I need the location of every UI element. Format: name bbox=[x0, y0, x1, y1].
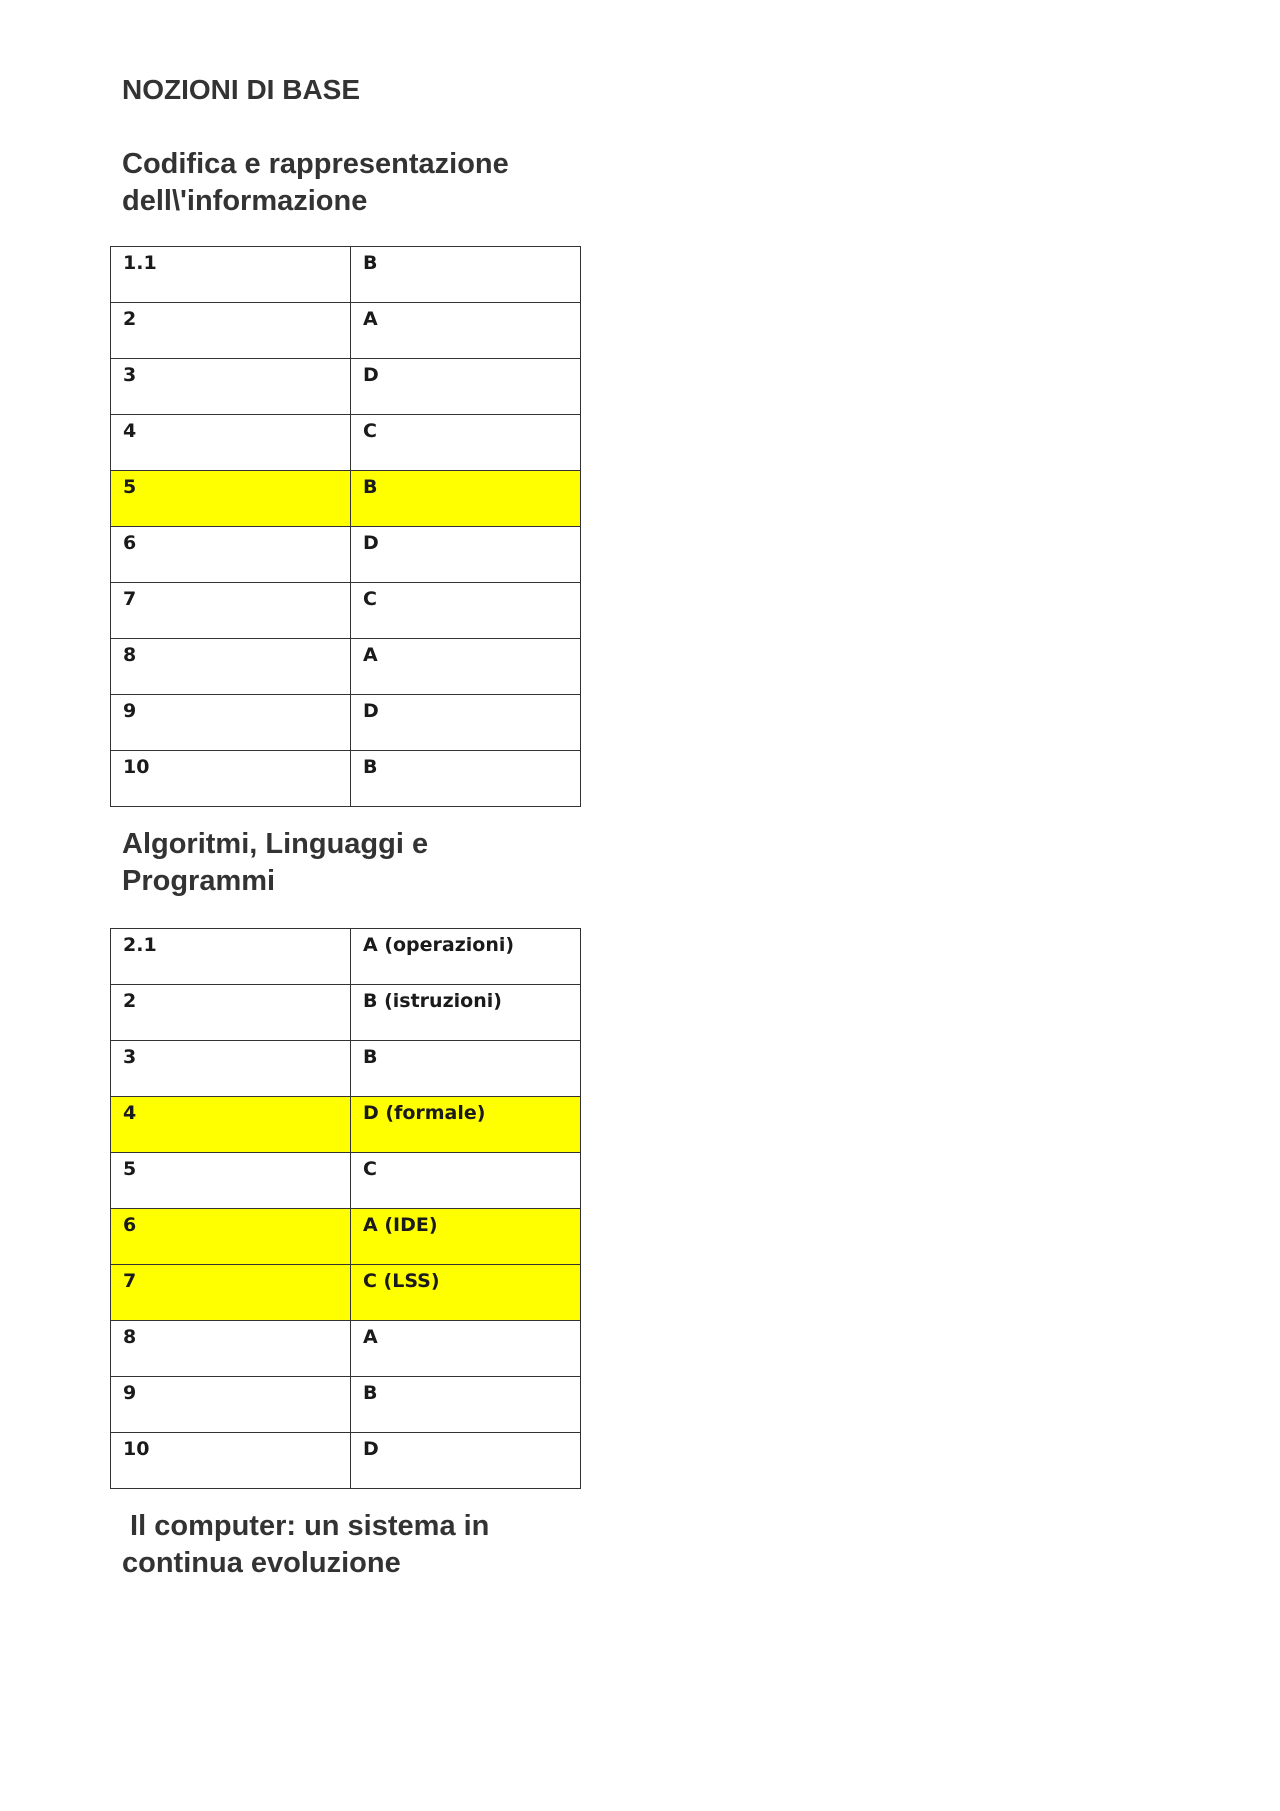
question-number: 3 bbox=[123, 1046, 137, 1068]
table-body bbox=[111, 929, 581, 1489]
question-number-cell bbox=[111, 527, 351, 583]
heading-line: dell\'informazione bbox=[122, 185, 368, 217]
question-number: 7 bbox=[123, 1270, 137, 1292]
answer-cell bbox=[351, 695, 581, 751]
answer-value: A (IDE) bbox=[363, 1214, 438, 1236]
answer-cell bbox=[351, 359, 581, 415]
answer-value: B (istruzioni) bbox=[363, 990, 502, 1012]
table-row bbox=[111, 1097, 581, 1153]
heading-line: continua evoluzione bbox=[122, 1547, 401, 1579]
question-number-cell bbox=[111, 985, 351, 1041]
table-row bbox=[111, 929, 581, 985]
answer-cell bbox=[351, 751, 581, 807]
table-row bbox=[111, 247, 581, 303]
table-row bbox=[111, 471, 581, 527]
question-number-cell bbox=[111, 639, 351, 695]
answer-value: D bbox=[363, 364, 379, 386]
question-number: 2 bbox=[123, 990, 137, 1012]
answer-value: A (operazioni) bbox=[363, 934, 515, 956]
table-row bbox=[111, 415, 581, 471]
question-number-cell bbox=[111, 1321, 351, 1377]
section-heading-algoritmi bbox=[122, 826, 622, 900]
answer-value: A bbox=[363, 308, 378, 330]
question-number: 2 bbox=[123, 308, 137, 330]
answer-value: A bbox=[363, 1326, 378, 1348]
question-number: 4 bbox=[123, 420, 137, 442]
answer-cell bbox=[351, 639, 581, 695]
question-number-cell bbox=[111, 929, 351, 985]
table-row bbox=[111, 1321, 581, 1377]
answer-value: C bbox=[363, 420, 377, 442]
answer-cell bbox=[351, 1433, 581, 1489]
table-row bbox=[111, 1377, 581, 1433]
answers-table-algoritmi bbox=[110, 928, 581, 1489]
answer-cell bbox=[351, 583, 581, 639]
question-number: 1.1 bbox=[123, 252, 157, 274]
table-row bbox=[111, 303, 581, 359]
answer-value: C bbox=[363, 588, 377, 610]
table-row bbox=[111, 1265, 581, 1321]
answer-value: B bbox=[363, 476, 378, 498]
heading-line: Il computer: un sistema in bbox=[122, 1510, 490, 1542]
answer-value: B bbox=[363, 1046, 378, 1068]
answer-value: B bbox=[363, 1382, 378, 1404]
table-row bbox=[111, 583, 581, 639]
answer-cell bbox=[351, 471, 581, 527]
table-row bbox=[111, 1153, 581, 1209]
answer-cell bbox=[351, 1041, 581, 1097]
question-number: 5 bbox=[123, 476, 137, 498]
question-number-cell bbox=[111, 303, 351, 359]
question-number: 6 bbox=[123, 532, 137, 554]
section-heading-codifica bbox=[122, 146, 622, 220]
answer-cell bbox=[351, 1153, 581, 1209]
question-number-cell bbox=[111, 695, 351, 751]
question-number-cell bbox=[111, 1265, 351, 1321]
answer-cell bbox=[351, 1097, 581, 1153]
question-number: 6 bbox=[123, 1214, 137, 1236]
answer-cell bbox=[351, 1377, 581, 1433]
answer-value: C bbox=[363, 1158, 377, 1180]
question-number-cell bbox=[111, 751, 351, 807]
answer-value: D (formale) bbox=[363, 1102, 486, 1124]
table-body bbox=[111, 247, 581, 807]
question-number-cell bbox=[111, 1433, 351, 1489]
answer-value: A bbox=[363, 644, 378, 666]
table-row bbox=[111, 527, 581, 583]
table-row bbox=[111, 1433, 581, 1489]
question-number-cell bbox=[111, 471, 351, 527]
table-row bbox=[111, 1209, 581, 1265]
question-number: 9 bbox=[123, 1382, 137, 1404]
answer-cell bbox=[351, 1265, 581, 1321]
answer-cell bbox=[351, 303, 581, 359]
question-number: 3 bbox=[123, 364, 137, 386]
section-heading-computer bbox=[122, 1508, 622, 1582]
answer-cell bbox=[351, 415, 581, 471]
answer-cell bbox=[351, 247, 581, 303]
question-number-cell bbox=[111, 415, 351, 471]
question-number: 5 bbox=[123, 1158, 137, 1180]
table-row bbox=[111, 1041, 581, 1097]
question-number: 10 bbox=[123, 1438, 150, 1460]
question-number: 8 bbox=[123, 1326, 137, 1348]
answer-value: D bbox=[363, 700, 379, 722]
question-number: 7 bbox=[123, 588, 137, 610]
table-row bbox=[111, 639, 581, 695]
answer-cell bbox=[351, 527, 581, 583]
heading-line: Programmi bbox=[122, 865, 276, 897]
heading-line: Algoritmi, Linguaggi e bbox=[122, 828, 429, 860]
heading-line: Codifica e rappresentazione bbox=[122, 148, 509, 180]
question-number-cell bbox=[111, 1209, 351, 1265]
answers-table-codifica bbox=[110, 246, 581, 807]
table-row bbox=[111, 751, 581, 807]
question-number-cell bbox=[111, 1097, 351, 1153]
question-number: 8 bbox=[123, 644, 137, 666]
document-title: NOZIONI DI BASE bbox=[122, 74, 361, 105]
answer-value: C (LSS) bbox=[363, 1270, 440, 1292]
question-number-cell bbox=[111, 247, 351, 303]
question-number: 2.1 bbox=[123, 934, 157, 956]
question-number-cell bbox=[111, 1377, 351, 1433]
question-number-cell bbox=[111, 359, 351, 415]
answer-cell bbox=[351, 985, 581, 1041]
question-number-cell bbox=[111, 1041, 351, 1097]
question-number: 9 bbox=[123, 700, 137, 722]
question-number: 4 bbox=[123, 1102, 137, 1124]
answer-value: B bbox=[363, 756, 378, 778]
table-row bbox=[111, 985, 581, 1041]
question-number-cell bbox=[111, 1153, 351, 1209]
answer-cell bbox=[351, 929, 581, 985]
question-number: 10 bbox=[123, 756, 150, 778]
answer-value: B bbox=[363, 252, 378, 274]
table-row bbox=[111, 359, 581, 415]
answer-value: D bbox=[363, 1438, 379, 1460]
answer-cell bbox=[351, 1209, 581, 1265]
table-row bbox=[111, 695, 581, 751]
answer-value: D bbox=[363, 532, 379, 554]
answer-cell bbox=[351, 1321, 581, 1377]
question-number-cell bbox=[111, 583, 351, 639]
